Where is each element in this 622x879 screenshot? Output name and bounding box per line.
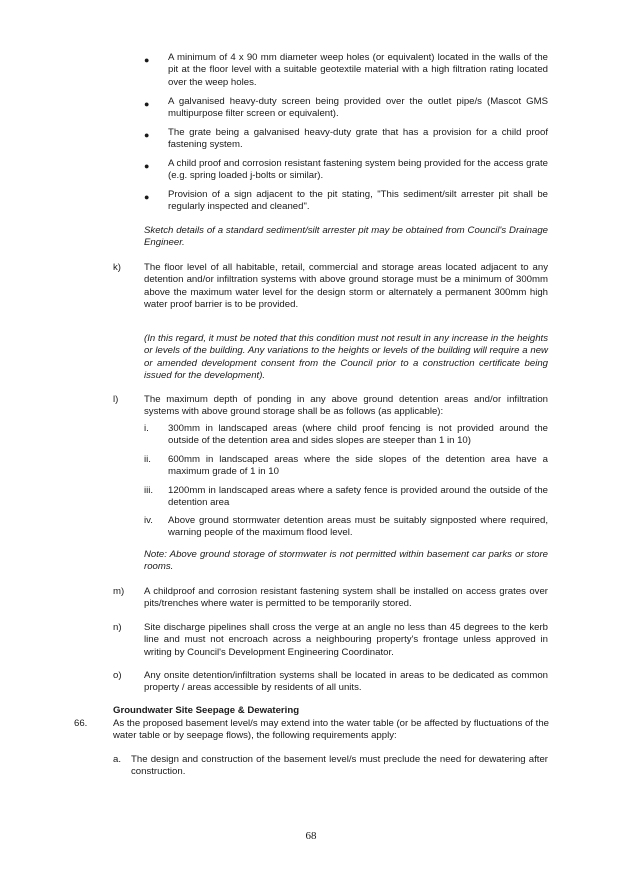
bullet-marker: ● [144, 192, 150, 202]
bullet-marker: ● [144, 130, 150, 140]
bullet-marker: ● [144, 99, 150, 109]
sketch-note: Sketch details of a standard sediment/silt arrester pit may be obtained from Council's Drainage Engineer. [144, 225, 548, 249]
page-number: 68 [305, 830, 317, 842]
item-o-text: Any onsite detention/infiltration systems shall be located in areas to be dedicated as common property / areas accessible by residents of all units. [144, 670, 548, 694]
subitem-text: Above ground stormwater detention areas must be suitably signposted where required, warning people of the maximum flood level. [168, 515, 548, 539]
item-a-label: a. [113, 754, 122, 765]
condition-text: As the proposed basement level/s may extend into the water table (or be affected by fluctuations of the water table or by seepage flows), the following requirements apply: [113, 718, 549, 742]
item-l-label: l) [113, 394, 119, 405]
subitem-text: 600mm in landscaped areas where the side slopes of the detention area have a maximum grade of 1 in 10 [168, 454, 548, 478]
item-l-text: The maximum depth of ponding in any above ground detention areas and/or infiltration systems with above ground storage shall be as follows (as applicable): [144, 394, 548, 418]
item-k-text: The floor level of all habitable, retail, commercial and storage areas located adjacent to any detention and/or infiltration systems with above ground storage must be a minimum of 300mm above the maximum water level for the design storm or alternately a permanent 300mm high water proof barrier is to be provided. [144, 262, 548, 311]
subitem-label: ii. [144, 454, 151, 465]
section-heading: Groundwater Site Seepage & Dewatering [113, 705, 300, 716]
bullet-marker: ● [144, 55, 150, 65]
item-m-label: m) [113, 586, 125, 597]
bullet-fastening-system: A child proof and corrosion resistant fastening system being provided for the access grate (e.g. spring loaded j-bolts or similar). [168, 158, 548, 182]
subitem-text: 300mm in landscaped areas (where child proof fencing is not provided around the outside of the detention area and sides slopes are steeper than 1 in 10) [168, 423, 548, 447]
item-o-label: o) [113, 670, 122, 681]
subitem-label: i. [144, 423, 149, 434]
condition-number: 66. [74, 718, 88, 729]
bullet-weep-holes: A minimum of 4 x 90 mm diameter weep holes (or equivalent) located in the walls of the pit at the floor level with a suitable geotextile material with a high filtration rating located over the weep holes. [168, 52, 548, 88]
subitem-label: iii. [144, 485, 154, 496]
subitem-label: iv. [144, 515, 153, 526]
item-l-note: Note: Above ground storage of stormwater is not permitted within basement car parks or store rooms. [144, 549, 548, 573]
item-m-text: A childproof and corrosion resistant fastening system shall be installed on access grates over pits/trenches where water is permitted to be temporarily stored. [144, 586, 548, 610]
item-k-label: k) [113, 262, 121, 273]
subitem-text: 1200mm in landscaped areas where a safety fence is provided around the outside of the detention area [168, 485, 548, 509]
bullet-grate: The grate being a galvanised heavy-duty grate that has a provision for a child proof fastening system. [168, 127, 548, 151]
item-n-label: n) [113, 622, 122, 633]
item-a-text: The design and construction of the basement level/s must preclude the need for dewatering after construction. [131, 754, 548, 778]
bullet-sign: Provision of a sign adjacent to the pit stating, "This sediment/silt arrester pit shall be regularly inspected and cleaned". [168, 189, 548, 213]
bullet-galvanised-screen: A galvanised heavy-duty screen being provided over the outlet pipe/s (Mascot GMS multipurpose filter screen or equivalent). [168, 96, 548, 120]
item-k-note: (In this regard, it must be noted that this condition must not result in any increase in the heights or levels of the building. Any variations to the heights or levels of the building will require a new or amended development consent from the Council prior to a construction certificate being issued for the development). [144, 333, 548, 382]
item-n-text: Site discharge pipelines shall cross the verge at an angle no less than 45 degrees to the kerb line and must not encroach across a neighbouring property's frontage unless approved in writing by Council's Development Engineering Coordinator. [144, 622, 548, 658]
bullet-marker: ● [144, 161, 150, 171]
